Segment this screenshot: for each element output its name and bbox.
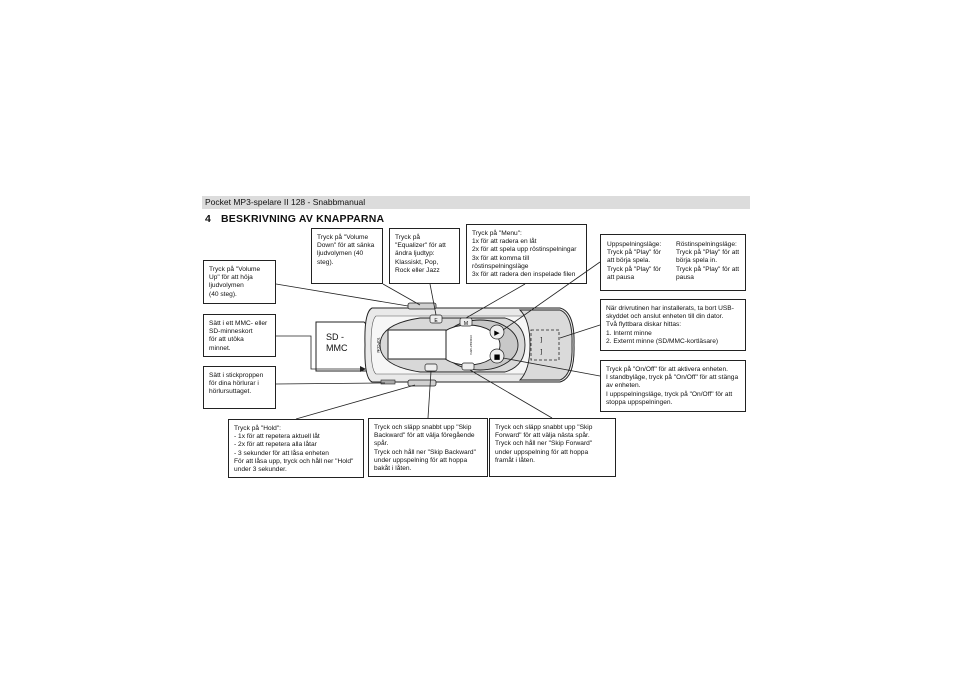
- page-header: Pocket MP3-spelare II 128 - Snabbmanual: [202, 196, 750, 209]
- callout-headphone-text: Sätt i stickproppen för dina hörlurar i hörlursuttaget.: [209, 372, 264, 396]
- callout-usb-text: När drivrutinen har installerats, ta bort USB- skyddet och anslut enheten till din dator. Två flyttbara diskar hittas: 1. Internt minne 2. Externt minne (SD/MMC-kortläsare): [606, 305, 734, 345]
- callout-hold-text: Tryck på "Hold": - 1x för att repetera aktuell låt - 2x för att repetera alla låtar - 3 sekunder för att låsa enheten För att låsa upp, tryck och håll ner "Hold" under 3 sekunder.: [234, 425, 354, 474]
- callout-skip-backward-text: Tryck och släpp snabbt upp "Skip Backward" för att välja föregående spår. Tryck och håll ner "Skip Backward" under uppspelning för att hoppa bakåt i låten.: [374, 424, 476, 473]
- lcd-display: [388, 330, 446, 359]
- callout-sd-card-text: Sätt i ett MMC- eller SD-minneskort för att utöka minnet.: [209, 320, 268, 352]
- callout-play-recording-text: Röstinspelningsläge: Tryck på "Play" för att börja spela in. Tryck på "Play" för att pausa: [676, 241, 740, 281]
- brand-text: TOPCOM: [376, 337, 380, 353]
- leader-hold: [296, 385, 415, 419]
- sd-card-label: SD - MMC: [326, 332, 348, 353]
- callout-volume-down-text: Tryck på "Volume Down" för att sänka ljudvolymen (40 steg).: [317, 234, 375, 266]
- model-text: POCKET MP3: [469, 335, 473, 355]
- leader-headphone: [276, 383, 385, 384]
- skip-backward-button: [425, 364, 437, 371]
- section-heading: BESKRIVNING AV KNAPPARNA: [221, 213, 385, 225]
- usb-pin-top: ]: [540, 337, 543, 344]
- callout-volume-up-text: Tryck på "Volume Up" för att höja ljudvolymen (40 steg).: [209, 266, 261, 298]
- callout-on-off-text: Tryck på "On/Off" för att aktivera enheten. I standbyläge, tryck på "On/Off" för att stänga av enheten. I uppspelningsläge, tryck på "On/Off" för att stoppa uppspelningen.: [606, 366, 739, 406]
- button-e-label: E: [434, 318, 438, 324]
- usb-pin-bottom: ]: [540, 349, 543, 356]
- callout-play-playback-text: Uppspelningsläge: Tryck på "Play" för att börja spela. Tryck på "Play" för att pausa: [607, 241, 662, 281]
- button-m-label: M: [463, 321, 469, 327]
- leader-volume-down: [383, 284, 420, 305]
- stop-icon: ■: [493, 353, 501, 361]
- skip-forward-button: [462, 363, 474, 370]
- hold-button-bottom: [408, 380, 436, 386]
- play-icon: ▶: [494, 329, 500, 337]
- section-number: 4: [205, 213, 212, 225]
- volume-button-top: [408, 303, 436, 309]
- callout-skip-forward-text: Tryck och släpp snabbt upp "Skip Forward" för att välja nästa spår. Tryck och håll ner "Skip Forward" under uppspelning för att hoppa framåt i låten.: [495, 424, 593, 464]
- callout-equalizer-text: Tryck på "Equalizer" för att ändra ljudtyp: Klassiskt, Pop, Rock eller Jazz: [395, 234, 446, 274]
- callout-menu-text: Tryck på "Menu": 1x för att radera en låt 2x för att spela upp röstinspelningar 3x för att komma till röstinspelningsläge 3x för att radera den inspelade filen: [472, 230, 577, 279]
